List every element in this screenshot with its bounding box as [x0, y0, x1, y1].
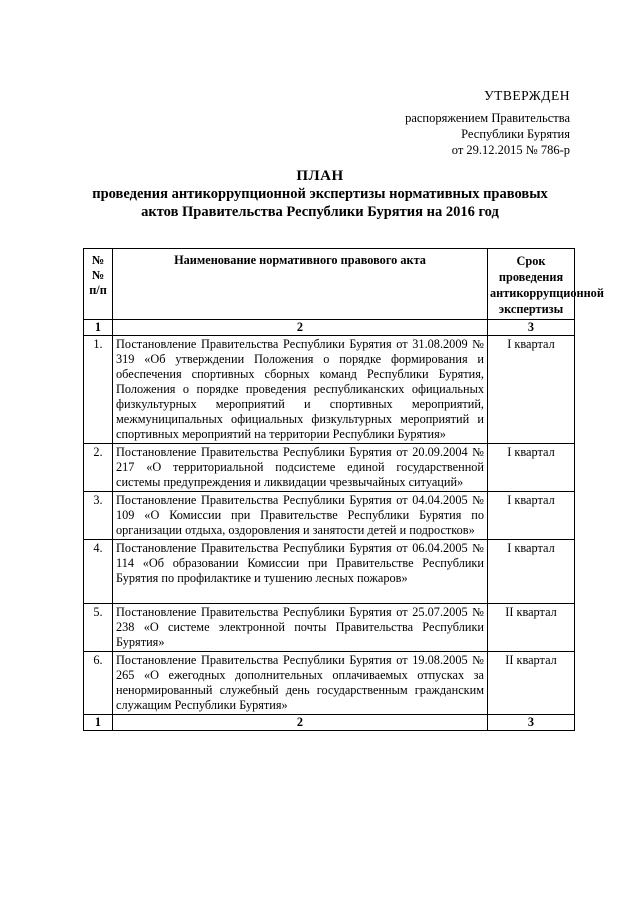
row-number: 4. — [84, 540, 113, 604]
table-row — [84, 336, 575, 444]
document-title — [60, 167, 580, 221]
act-name: Постановление Правительства Республики Бурятия от 31.08.2009 № 319 «Об утверждении Положения о порядке формирования и обеспечения спортивных сборных команд Республики Бурятия, Положения о порядке проведения республиканских официальных физкультурных мероприятий и спортивных мероприятий, межмуниципальных официальных физкультурных мероприятий и спортивных мероприятий на территории Республики Бурятия» — [113, 336, 488, 444]
column-number: 3 — [488, 715, 575, 731]
column-numbers-row — [84, 320, 575, 336]
row-number: 1. — [84, 336, 113, 444]
act-name: Постановление Правительства Республики Бурятия от 06.04.2005 № 114 «Об образовании Комиссии при Правительстве Республики Бурятия по профилактике и тушению лесных пожаров» — [113, 540, 488, 604]
title-line-2: проведения антикоррупционной экспертизы нормативных правовых — [92, 186, 548, 202]
header-term: Срок проведения антикоррупционной экспертизы — [488, 249, 575, 320]
review-term: I квартал — [488, 444, 575, 492]
column-numbers-footer-row — [84, 715, 575, 731]
review-term: I квартал — [488, 540, 575, 604]
title-line-3: актов Правительства Республики Бурятия на 2016 год — [141, 204, 499, 220]
table-header-row — [84, 249, 575, 320]
approval-line-1: распоряжением Правительства — [405, 111, 570, 125]
row-number: 5. — [84, 604, 113, 652]
column-number: 2 — [113, 715, 488, 731]
header-name: Наименование нормативного правового акта — [113, 249, 488, 320]
column-number: 1 — [84, 320, 113, 336]
review-term: I квартал — [488, 336, 575, 444]
act-name: Постановление Правительства Республики Бурятия от 20.09.2004 № 217 «О территориальной подсистеме единой государственной системы предупреждения и ликвидации чрезвычайных ситуаций» — [113, 444, 488, 492]
row-number: 2. — [84, 444, 113, 492]
approval-stamp: УТВЕРЖДЕН — [484, 88, 570, 103]
act-name: Постановление Правительства Республики Бурятия от 04.04.2005 № 109 «О Комиссии при Правительстве Республики Бурятия по организации отдыха, оздоровления и занятости детей и подростков» — [113, 492, 488, 540]
column-number: 2 — [113, 320, 488, 336]
approval-line-2: Республики Бурятия — [461, 127, 570, 141]
review-term: II квартал — [488, 652, 575, 715]
header-num: №№ п/п — [84, 249, 113, 320]
plan-table — [83, 248, 604, 731]
act-name: Постановление Правительства Республики Бурятия от 25.07.2005 № 238 «О системе электронной почты Правительства Республики Бурятия» — [113, 604, 488, 652]
title-line-1: ПЛАН — [296, 168, 344, 184]
review-term: II квартал — [488, 604, 575, 652]
approval-details — [405, 110, 570, 158]
approval-line-3: от 29.12.2015 № 786-р — [451, 143, 570, 157]
table-row — [84, 604, 575, 652]
table-row — [84, 652, 575, 715]
act-name: Постановление Правительства Республики Бурятия от 19.08.2005 № 265 «О ежегодных дополнительных оплачиваемых отпусках за ненормированный служебный день государственным гражданским служащим Республики Бурятия» — [113, 652, 488, 715]
column-number: 1 — [84, 715, 113, 731]
column-number: 3 — [488, 320, 575, 336]
table-row — [84, 492, 575, 540]
row-number: 3. — [84, 492, 113, 540]
row-number: 6. — [84, 652, 113, 715]
approval-block — [484, 88, 570, 104]
review-term: I квартал — [488, 492, 575, 540]
table-row — [84, 540, 575, 604]
table-row — [84, 444, 575, 492]
